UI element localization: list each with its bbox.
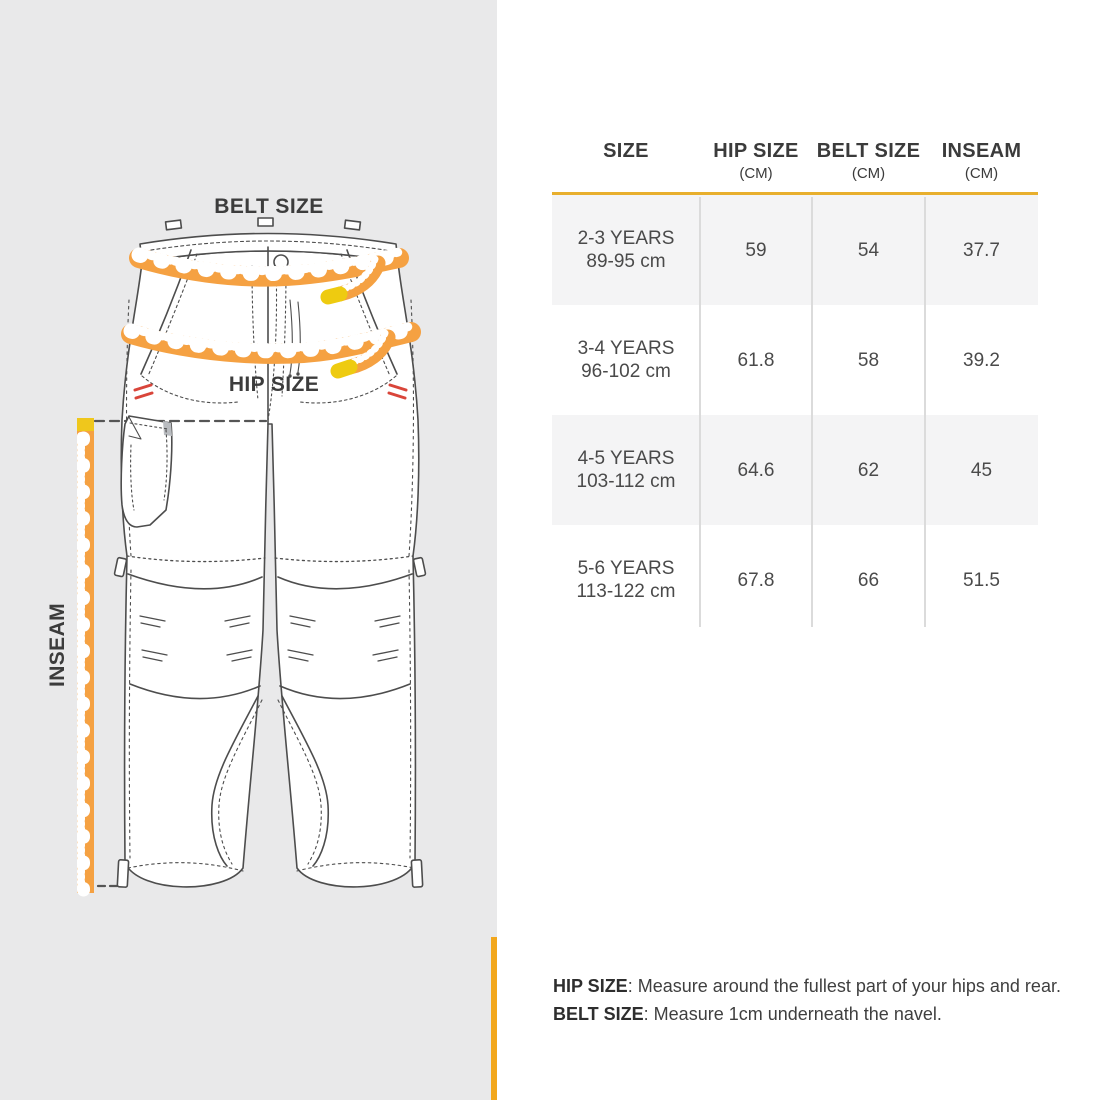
column-header-belt-size: BELT SIZE (CM): [816, 140, 921, 182]
tape-tip: [338, 367, 350, 371]
belt-cell: 66: [857, 569, 880, 591]
belt-cell: 58: [857, 349, 880, 371]
inseam-cell: 45: [970, 459, 993, 481]
size-cell: 5-6 YEARS 113-122 cm: [576, 558, 676, 602]
table-row: [552, 305, 1038, 415]
measurement-diagram-panel: [0, 0, 497, 1100]
table-header-row: [552, 132, 1038, 195]
column-header-inseam: INSEAM (CM): [941, 140, 1022, 182]
size-cell: 3-4 YEARS 96-102 cm: [577, 338, 675, 382]
inseam-cell: 51.5: [963, 569, 1000, 591]
column-divider: [924, 197, 926, 627]
tape-tip: [328, 294, 340, 297]
hip-size-label: HIP SIZE: [228, 373, 320, 396]
column-header-size: SIZE: [603, 140, 649, 162]
belt-size-label: BELT SIZE: [214, 195, 324, 218]
column-divider: [811, 197, 813, 627]
pants-technical-drawing: [0, 0, 497, 1100]
belt-cell: 54: [857, 239, 880, 261]
belt-size-note: BELT SIZE: Measure 1cm underneath the navel.: [553, 1004, 942, 1024]
table-row: [552, 415, 1038, 525]
size-cell: 4-5 YEARS 103-112 cm: [576, 448, 676, 492]
inseam-ruler: [77, 418, 94, 893]
accent-bar: [491, 937, 497, 1100]
inseam-label: INSEAM: [46, 602, 69, 688]
hip-cell: 59: [745, 239, 767, 261]
table-row: [552, 525, 1038, 635]
size-cell: 2-3 YEARS 89-95 cm: [577, 228, 675, 272]
column-divider: [699, 197, 701, 627]
size-table: [552, 132, 1038, 635]
table-row: [552, 195, 1038, 305]
inseam-cell: 39.2: [963, 349, 1000, 371]
hip-cell: 61.8: [737, 349, 775, 371]
hip-size-note: HIP SIZE: Measure around the fullest part of your hips and rear.: [553, 976, 1061, 996]
column-header-hip-size: HIP SIZE (CM): [713, 140, 799, 182]
hip-cell: 67.8: [737, 569, 775, 591]
measurement-notes: [553, 972, 1061, 1028]
cargo-pocket: [121, 416, 172, 527]
belt-cell: 62: [857, 459, 880, 481]
hip-cell: 64.6: [737, 459, 775, 481]
inseam-cell: 37.7: [963, 239, 1000, 261]
